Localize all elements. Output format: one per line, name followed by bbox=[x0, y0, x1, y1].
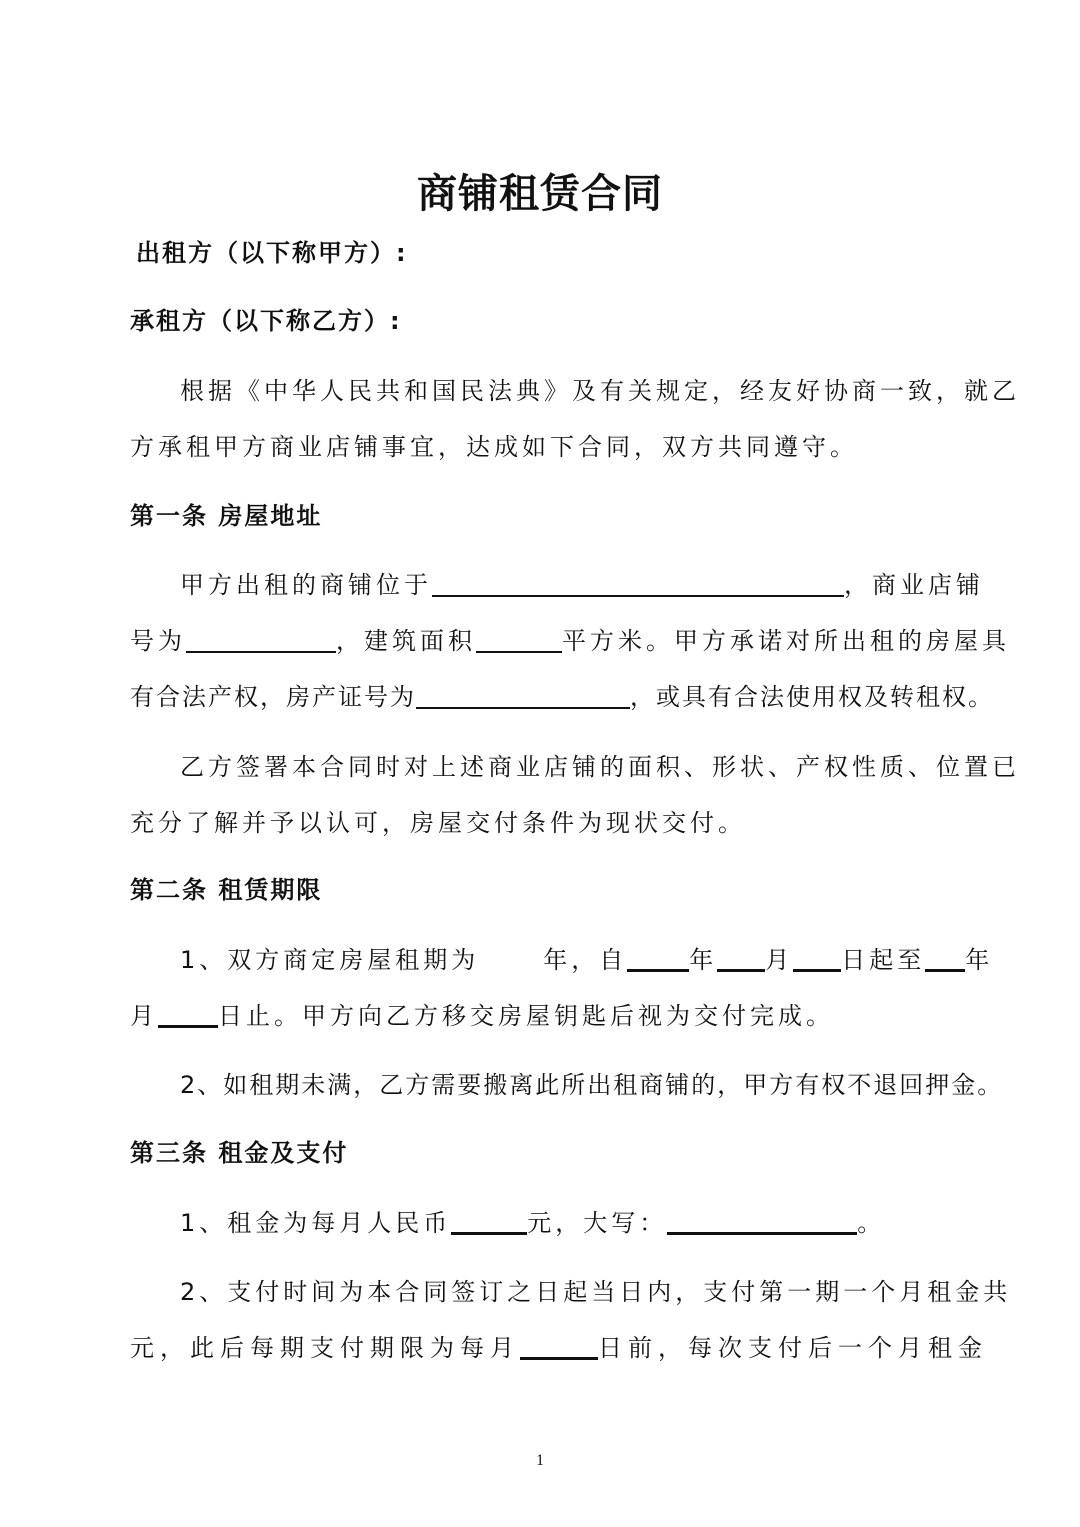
article-2-heading: 第二条 租赁期限 bbox=[130, 876, 323, 904]
lessee-line: 承租方（以下称乙方）: bbox=[130, 307, 402, 335]
floor-area-label: ，建筑面积 bbox=[336, 627, 476, 655]
shop-number-blank[interactable] bbox=[186, 625, 336, 653]
article-3-item-2-line-2 bbox=[130, 1331, 988, 1365]
end-year-blank[interactable] bbox=[925, 943, 965, 972]
article-1-paragraph-2-line-1: 乙方签署本合同时对上述商业店铺的面积、形状、产权性质、位置已 bbox=[180, 753, 1020, 781]
payment-deadline-text: 日前，每次支付后一个月租金 bbox=[598, 1334, 988, 1362]
shop-number-label: 号为 bbox=[130, 627, 186, 655]
monthly-rent-label: 1、租金为每月人民币 bbox=[180, 1209, 452, 1237]
rent-period-text: 。 bbox=[857, 1209, 886, 1237]
article-1-paragraph-1-line-2 bbox=[130, 624, 1010, 658]
start-month-label: 月 bbox=[765, 946, 794, 974]
article-1-paragraph-1-line-1 bbox=[130, 568, 984, 602]
article-2-item-2: 2、如租期未满，乙方需要搬离此所出租商铺的，甲方有权不退回押金。 bbox=[180, 1071, 1004, 1099]
end-day-blank[interactable] bbox=[158, 999, 218, 1028]
address-label: 甲方出租的商铺位于 bbox=[180, 571, 432, 599]
start-year-blank[interactable] bbox=[627, 943, 689, 972]
article-3-item-1 bbox=[130, 1206, 960, 1240]
article-1-heading: 第一条 房屋地址 bbox=[130, 502, 323, 530]
lease-from-label: 年，自 bbox=[543, 946, 628, 974]
document-title: 商铺租赁合同 bbox=[417, 171, 663, 217]
property-certificate-blank[interactable] bbox=[416, 681, 630, 709]
intro-line-1: 根据《中华人民共和国民法典》及有关规定，经友好协商一致，就乙 bbox=[180, 377, 1020, 405]
start-month-blank[interactable] bbox=[717, 943, 765, 972]
lease-term-label: 1、双方商定房屋租期为 bbox=[180, 946, 480, 974]
property-certificate-label: 有合法产权，房产证号为 bbox=[130, 683, 416, 711]
rent-uppercase-label: 元，大写： bbox=[527, 1209, 668, 1237]
monthly-rent-blank[interactable] bbox=[451, 1206, 527, 1235]
article-1-paragraph-2-line-2: 充分了解并予以认可，房屋交付条件为现状交付。 bbox=[130, 809, 746, 837]
article-2-item-1-line-1 bbox=[130, 943, 994, 977]
article-3-heading: 第三条 租金及支付 bbox=[130, 1139, 349, 1167]
floor-area-blank[interactable] bbox=[476, 625, 562, 653]
article-3-item-2-line-1: 2、支付时间为本合同签订之日起当日内，支付第一期一个月租金共 bbox=[180, 1278, 1012, 1306]
shop-number-label-start: ，商业店铺 bbox=[844, 571, 984, 599]
start-day-blank[interactable] bbox=[793, 943, 841, 972]
article-2-item-1-line-2 bbox=[130, 999, 960, 1033]
address-blank[interactable] bbox=[432, 569, 844, 597]
until-label: 日起至 bbox=[841, 946, 926, 974]
end-year-label: 年 bbox=[965, 946, 994, 974]
end-month-label: 月 bbox=[130, 1002, 158, 1030]
lessor-line: 出租方（以下称甲方）: bbox=[136, 239, 408, 267]
handover-text: 日止。甲方向乙方移交房屋钥匙后视为交付完成。 bbox=[218, 1002, 834, 1030]
rent-uppercase-blank[interactable] bbox=[667, 1206, 857, 1235]
payment-day-blank[interactable] bbox=[520, 1331, 598, 1360]
page-number: 1 bbox=[536, 1452, 544, 1469]
area-unit-text: 平方米。甲方承诺对所出租的房屋具 bbox=[562, 627, 1010, 655]
first-payment-text: 元，此后每期支付期限为每月 bbox=[130, 1334, 520, 1362]
start-year-label: 年 bbox=[689, 946, 718, 974]
intro-line-2: 方承租甲方商业店铺事宜，达成如下合同，双方共同遵守。 bbox=[130, 433, 858, 461]
sublease-right-text: ，或具有合法使用权及转租权。 bbox=[630, 683, 994, 711]
article-1-paragraph-1-line-3 bbox=[130, 680, 994, 714]
